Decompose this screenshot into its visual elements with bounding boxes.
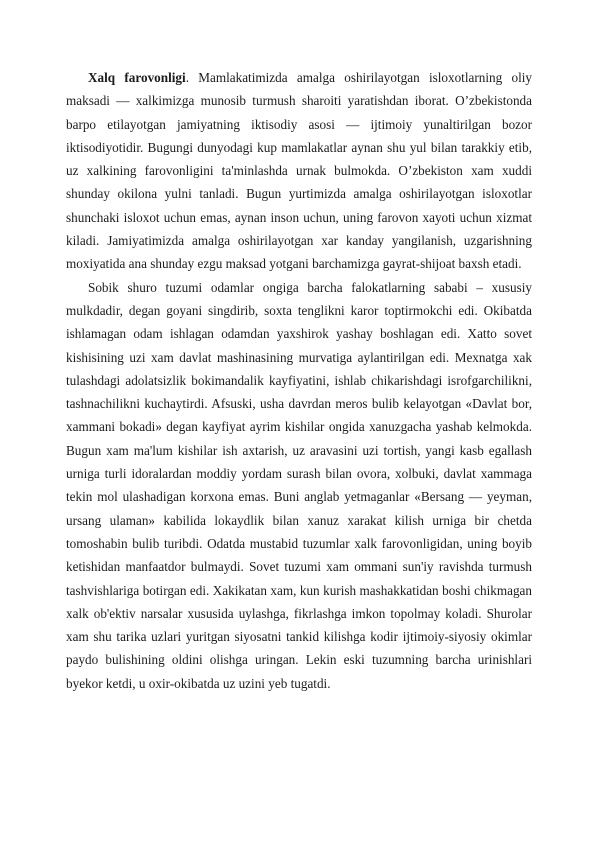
paragraph-xalq-farovonligi bbox=[66, 66, 532, 276]
paragraph-sobik-shuro bbox=[66, 276, 532, 695]
paragraph-text: Sobik shuro tuzumi odamlar ongiga barcha falokatlarning sababi – xususiy mulkdadir, degan goyani singdirib, soxta tenglikni karor toptirmokchi edi. Okibatda ishlamagan odam ishlagan odamdan yaxshirok yashay boshlagan edi. Xatto sovet kishisining uzi xam davlat mashinasining murvatiga aylantirilgan edi. Mexnatga xak tulashdagi adolatsizlik bokimandalik kayfiyatini, ishlab chikarishdagi isrofgarchilikni, tashnachilikni kuchaytirdi. Afsuski, usha davrdan meros bulib kelayotgan «Davlat bor, xammani bokadi» degan kayfiyat ayrim kishilar ongida xanuzgacha yashab kelmokda. Bugun xam ma'lum kishilar ish axtarish, uz aravasini uzi tortish, yangi kasb egallash urniga turli idoralardan moddiy yordam surash bilan ovora, xolbuki, davlat xammaga tekin mol ulashadigan korxona emas. Buni anglab yetmaganlar «Bersang — yeyman, ursang ulaman» kabilida lokaydlik bilan xanuz xarakat kilish urniga bir chetda tomoshabin bulib turibdi. Odatda mustabid tuzumlar xalk farovonligidan, uning boyib ketishidan manfaatdor bulmaydi. Sovet tuzumi xam ommani sun'iy ravishda turmush tashvishlariga botirgan edi. Xakikatan xam, kun kurish mashakkatidan boshi chikmagan xalk ob'ektiv narsalar xususida uylashga, fikrlashga imkon topolmay koladi. Shurolar xam shu tarika uzlari yuritgan siyosatni tankid kilishga kodir ijtimoiy-siyosiy okimlar paydo bulishining oldini olishga uringan. Lekin eski tuzumning barcha urinishlari byekor ketdi, u oxir-okibatda uz uzini yeb tugatdi. bbox=[66, 279, 532, 691]
paragraph-text: . Mamlakatimizda amalga oshirilayotgan isloxotlarning oliy maksadi — xalkimizga munosib turmush sharoiti yaratishdan iborat. O’zbekistonda barpo etilayotgan jamiyatning iktisodiy asosi — ijtimoiy yunaltirilgan bozor iktisodiyotidir. Bugungi dunyodagi kup mamlakatlar aynan shu yul bilan tarakkiy etib, uz xalkining farovonligini ta'minlashda urnak bulmokda. O’zbekiston xam xuddi shunday okilona yulni tanladi. Bugun yurtimizda amalga oshirilayotgan isloxotlar shunchaki isloxot uchun emas, aynan inson uchun, uning farovon xayoti uchun xizmat kiladi. Jamiyatimizda amalga oshirilayotgan xar kanday yangilanish, uzgarishning moxiyatida ana shunday ezgu maksad yotgani barchamizga gayrat-shijoat baxsh etadi. bbox=[66, 70, 532, 272]
paragraph-heading: Xalq farovonligi bbox=[88, 70, 186, 85]
document-body bbox=[66, 66, 532, 695]
